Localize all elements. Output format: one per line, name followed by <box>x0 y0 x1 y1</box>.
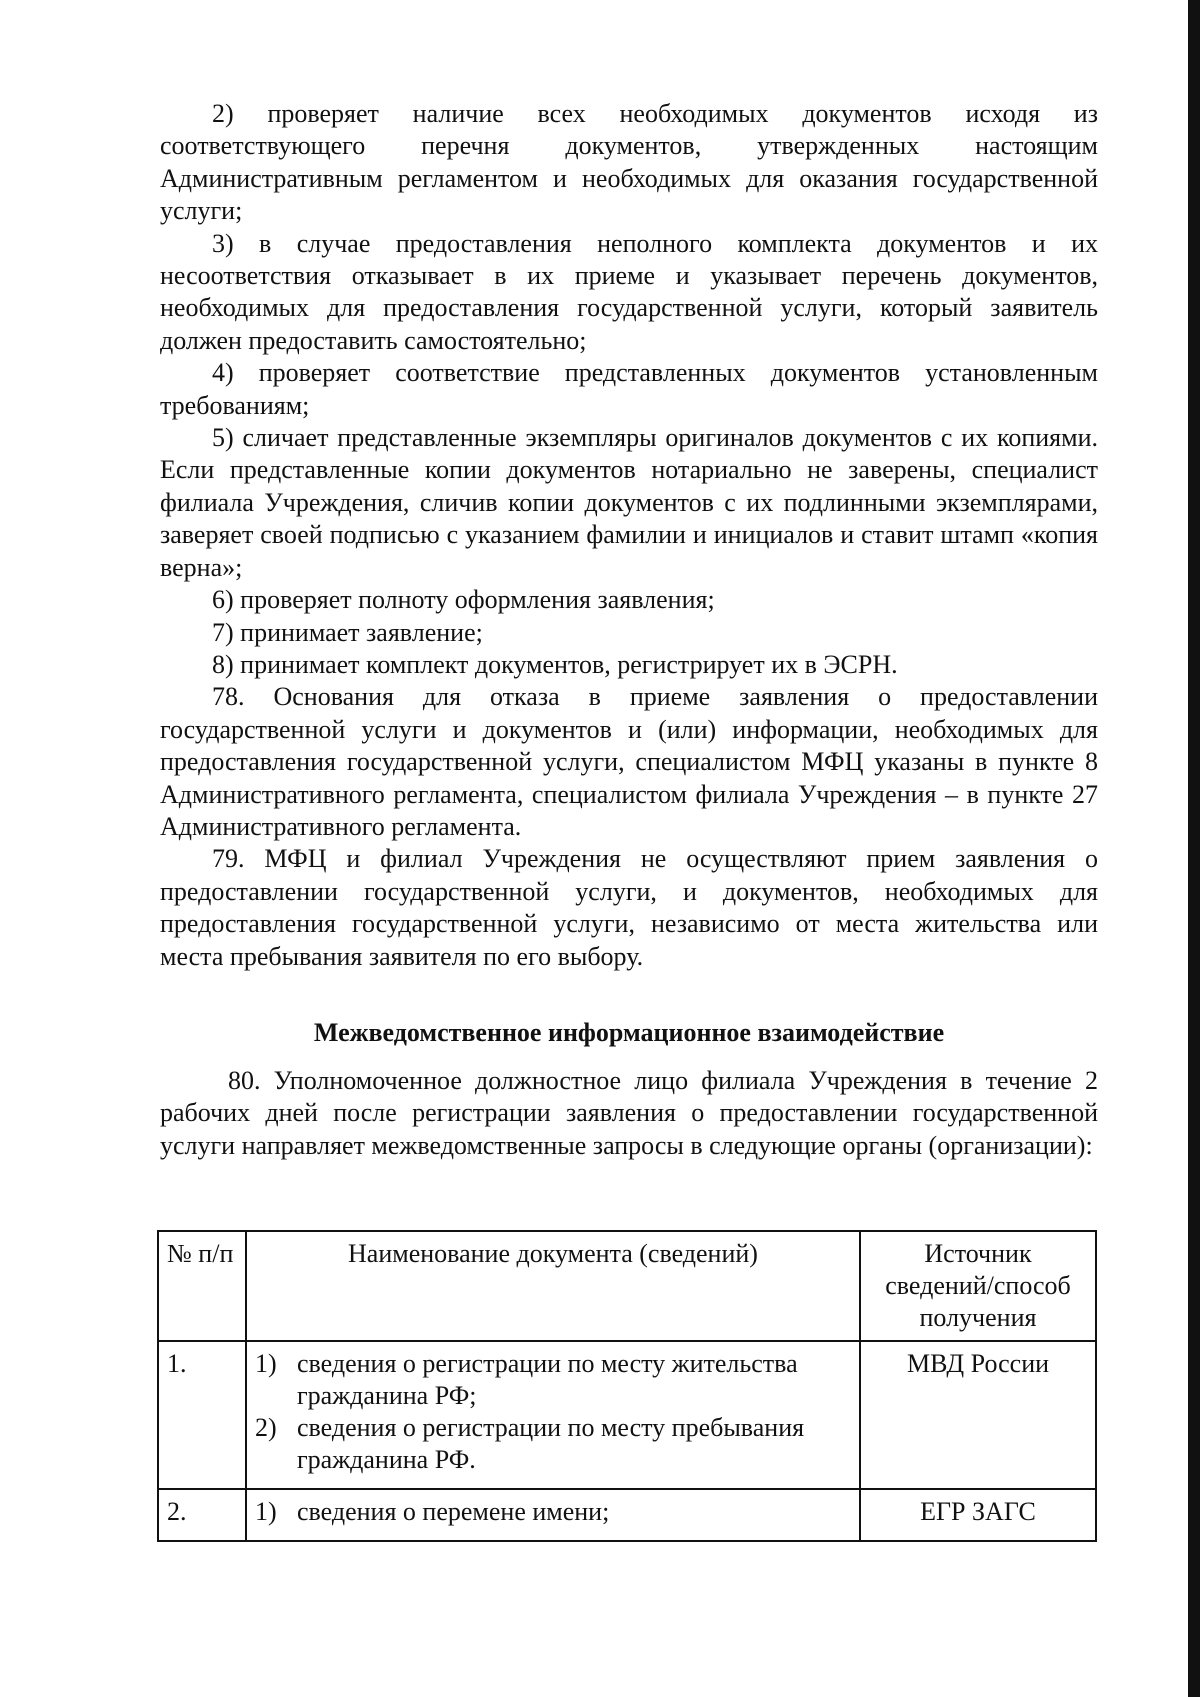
interagency-requests-table <box>157 1230 1097 1542</box>
table-row <box>158 1489 1096 1541</box>
document-list <box>255 1348 851 1482</box>
list-item <box>255 1412 851 1476</box>
section-heading: Межведомственное информационное взаимодействие <box>313 1017 945 1047</box>
row-documents <box>246 1341 860 1489</box>
row-source: ЕГР ЗАГС <box>860 1489 1096 1541</box>
paragraph-item-4: 4) проверяет соответствие представленных документов установленным требованиям; <box>160 358 1098 420</box>
scan-edge <box>1188 0 1200 1697</box>
header-number: № п/п <box>158 1231 246 1341</box>
list-marker: 1) <box>255 1349 277 1378</box>
paragraph-80: 80. Уполномоченное должностное лицо филиала Учреждения в течение 2 рабочих дней после регистрации заявления о предоставлении государственной услуги направляет межведомственные запросы в следующие органы (организации): <box>160 1065 1098 1160</box>
table-row <box>158 1341 1096 1489</box>
header-source: Источник сведений/способ получения <box>860 1231 1096 1341</box>
table-header-row <box>158 1231 1096 1341</box>
list-item <box>255 1348 851 1412</box>
paragraph-78: 78. Основания для отказа в приеме заявления о предоставлении государственной услуги и документов и (или) информации, необходимых для предоставления государственной услуги, специалистом МФЦ указаны в пункте 8 Административного регламента, специалистом филиала Учреждения – в пункте 27 Административного регламента. <box>160 682 1098 841</box>
list-item-text: сведения о регистрации по месту пребывания гражданина РФ. <box>297 1413 805 1474</box>
paragraph-item-5: 5) сличает представленные экземпляры оригиналов документов с их копиями. Если представленные копии документов нотариально не заверены, специалист филиала Учреждения, сличив копии документов с их подлинными экземплярами, заверяет своей подписью с указанием фамилии и инициалов и ставит штамп «копия верна»; <box>160 423 1098 582</box>
document-body <box>160 98 1098 1162</box>
document-list <box>255 1496 851 1534</box>
paragraph-item-2: 2) проверяет наличие всех необходимых документов исходя из соответствующего перечня документов, утвержденных настоящим Административным регламентом и необходимых для оказания государственной услуги; <box>160 99 1098 226</box>
list-item-text: сведения о регистрации по месту жительства гражданина РФ; <box>297 1349 798 1410</box>
row-number: 2. <box>158 1489 246 1541</box>
list-item <box>255 1496 851 1528</box>
row-source: МВД России <box>860 1341 1096 1489</box>
header-document-name: Наименование документа (сведений) <box>246 1231 860 1341</box>
paragraph-item-3: 3) в случае предоставления неполного комплекта документов и их несоответствия отказывает в их приеме и указывает перечень документов, необходимых для предоставления государственной услуги, который заявитель должен предоставить самостоятельно; <box>160 228 1098 355</box>
paragraph-item-7: 7) принимает заявление; <box>212 617 483 647</box>
list-item-text: сведения о перемене имени; <box>297 1497 610 1526</box>
paragraph-item-6: 6) проверяет полноту оформления заявления; <box>212 585 715 615</box>
paragraph-item-8: 8) принимает комплект документов, регистрирует их в ЭСРН. <box>212 649 898 679</box>
row-documents <box>246 1489 860 1541</box>
list-marker: 1) <box>255 1497 277 1526</box>
list-marker: 2) <box>255 1413 277 1442</box>
row-number: 1. <box>158 1341 246 1489</box>
paragraph-79: 79. МФЦ и филиал Учреждения не осуществляют прием заявления о предоставлении государственной услуги, и документов, необходимых для предоставления государственной услуги, независимо от места жительства или места пребывания заявителя по его выбору. <box>160 844 1098 971</box>
